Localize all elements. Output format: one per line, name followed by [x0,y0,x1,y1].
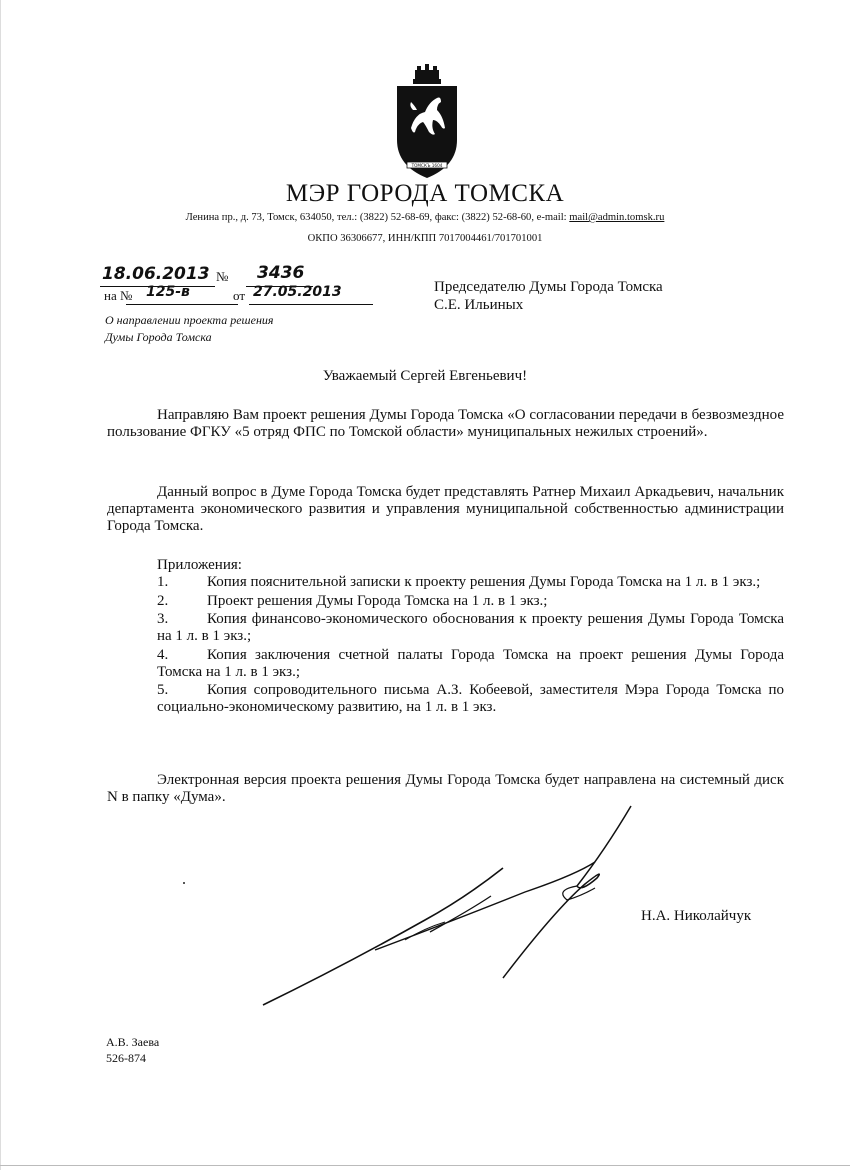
reference-date-label: от [233,288,246,303]
subject-line-1: О направлении проекта решения [105,313,274,327]
body-paragraph-1: Направляю Вам проект решения Думы Города Томска «О согласовании передачи в безвозмездное пользование ФГКУ «5 отряд ФПС по Томской области» муниципальных нежилых строений». [107,407,784,440]
attachment-number: 5. [157,682,169,698]
attachment-text: Копия сопроводительного письма А.З. Кобеевой, заместителя Мэра Города Томска по социально-экономическому развитию, на 1 л. в 1 экз. [157,682,784,715]
addressee [434,278,663,314]
attachment-item [157,682,784,716]
attachment-text: Копия пояснительной записки к проекту решения Думы Города Томска на 1 л. в 1 экз.; [207,574,761,590]
executor-phone: 526-874 [106,1051,146,1065]
attachments-title: Приложения: [157,557,242,573]
signature-icon [255,800,635,1015]
subject-line-2: Думы Города Томска [105,330,212,344]
attachments-list [157,574,784,718]
attachment-item [157,611,784,645]
ref-date-underline [249,304,373,305]
signer-name: Н.А. Николайчук [641,908,752,924]
attachment-item [157,593,784,610]
attachment-number: 4. [157,646,169,663]
registration-date: 18.06.2013 [102,264,210,284]
attachment-number: 3. [157,611,169,627]
reference-prefix: на № [104,288,133,303]
attachment-item [157,574,784,591]
scan-bottom-edge [0,1165,850,1166]
addressee-title: Председателю Думы Города Томска [434,279,663,295]
registration-number: 3436 [257,263,305,283]
organization-codes: ОКПО 36306677, ИНН/КПП 7017004461/701701001 [307,233,543,244]
attachment-text: Проект решения Думы Города Томска на 1 л. в 1 экз.; [207,592,548,609]
executor-name: А.В. Заева [106,1035,160,1049]
letter-subject [105,312,273,346]
coat-caption: ТОМСКЪ 1604 [411,163,443,168]
attachment-text: Копия финансово-экономического обоснования к проекту решения Думы Города Томска на 1 л. в 1 экз.; [157,611,784,644]
body-paragraph-3: Электронная версия проекта решения Думы Города Томска будет направлена на системный диск N в папку «Дума». [107,772,784,805]
body-paragraph-2: Данный вопрос в Думе Города Томска будет представлять Ратнер Михаил Аркадьевич, начальник департамента экономического развития и управления муниципальной собственностью администрации Города Томска. [107,484,784,534]
coat-of-arms-icon [393,62,461,180]
attachment-text: Копия заключения счетной палаты Города Томска на проект решения Думы Города Томска на 1 л. в 1 экз.; [157,646,784,680]
scan-speck [183,882,185,884]
email-link[interactable]: mail@admin.tomsk.ru [569,212,665,223]
attachment-item [157,647,784,681]
greeting: Уважаемый Сергей Евгеньевич! [322,368,528,384]
scan-edge [0,0,1,1170]
addressee-name: С.Е. Ильиных [434,297,524,313]
executor [106,1034,159,1066]
attachment-number: 2. [157,592,169,609]
reference-date: 27.05.2013 [253,284,342,300]
address-line [0,212,850,223]
ref-number-underline [126,304,238,305]
address-text: Ленина пр., д. 73, Томск, 634050, тел.: (3822) 52-68-69, факс: (3822) 52-68-60, e-mail: [185,212,570,223]
org-title: МЭР ГОРОДА ТОМСКА [285,180,565,207]
reference-number: 125-в [146,284,190,300]
registration-number-label: № [216,269,229,284]
attachment-number: 1. [157,574,169,590]
